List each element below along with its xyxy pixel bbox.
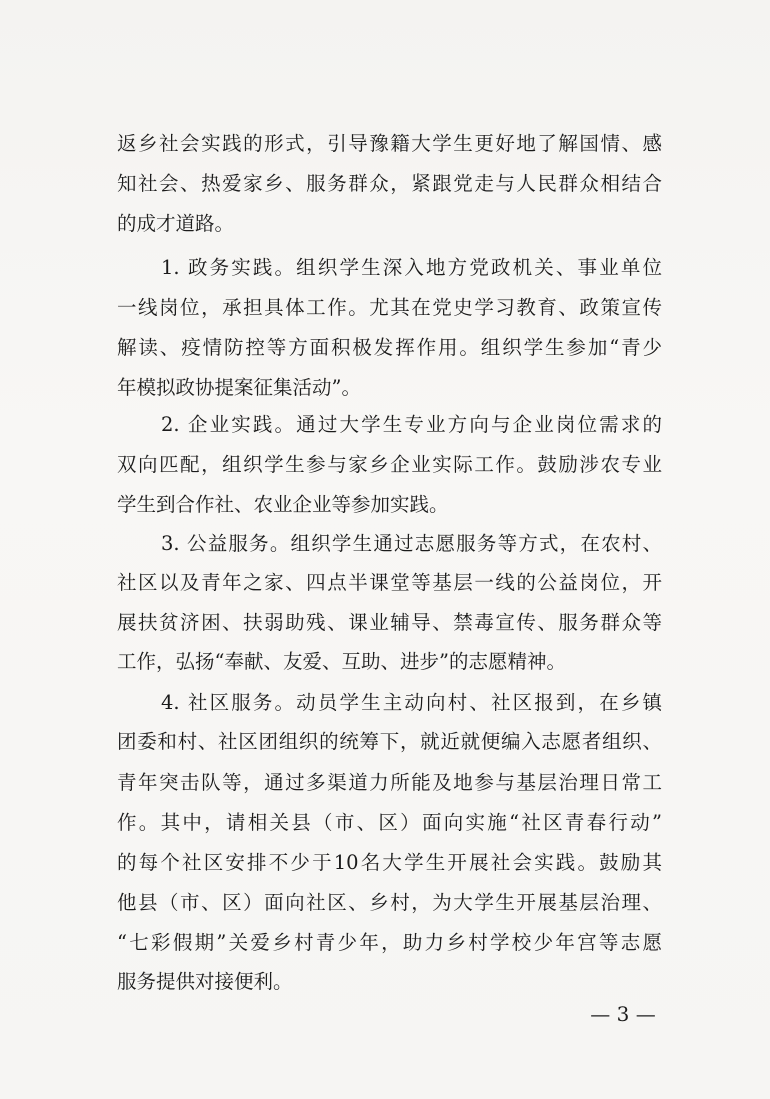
body-text-line: 一线岗位，承担具体工作。尤其在党史学习教育、政策宣传 bbox=[117, 296, 662, 319]
body-text-line: 的成才道路。 bbox=[117, 212, 235, 235]
body-text-line: 工作，弘扬“奉献、友爱、互助、进步”的志愿精神。 bbox=[117, 650, 566, 673]
body-text-line: 青年突击队等，通过多渠道力所能及地参与基层治理日常工 bbox=[117, 771, 662, 794]
body-text-line: “七彩假期”关爱乡村青少年，助力乡村学校少年宫等志愿 bbox=[117, 931, 662, 954]
body-text-line: 社区以及青年之家、四点半课堂等基层一线的公益岗位，开 bbox=[117, 571, 662, 594]
body-text-line: 年模拟政协提案征集活动”。 bbox=[117, 376, 361, 399]
page-number: — 3 — bbox=[590, 1002, 656, 1026]
body-text-line: 的每个社区安排不少于10名大学生开展社会实践。鼓励其 bbox=[117, 851, 662, 874]
body-text-line: 服务提供对接便利。 bbox=[117, 970, 293, 993]
body-text-line: 返乡社会实践的形式，引导豫籍大学生更好地了解国情、感 bbox=[117, 132, 662, 155]
body-text-line: 解读、疫情防控等方面积极发挥作用。组织学生参加“青少 bbox=[117, 336, 662, 359]
body-text-line: 知社会、热爱家乡、服务群众，紧跟党走与人民群众相结合 bbox=[117, 172, 662, 195]
body-text-line: 2. 企业实践。通过大学生专业方向与企业岗位需求的 bbox=[161, 413, 662, 436]
body-text-line: 1. 政务实践。组织学生深入地方党政机关、事业单位 bbox=[161, 256, 662, 279]
body-text-line: 团委和村、社区团组织的统筹下，就近就便编入志愿者组织、 bbox=[117, 730, 662, 753]
body-text-line: 学生到合作社、农业企业等参加实践。 bbox=[117, 493, 449, 516]
body-text-line: 他县（市、区）面向社区、乡村，为大学生开展基层治理、 bbox=[117, 891, 662, 914]
body-text-line: 展扶贫济困、扶弱助残、课业辅导、禁毒宣传、服务群众等 bbox=[117, 611, 662, 634]
body-text-line: 作。其中，请相关县（市、区）面向实施“社区青春行动” bbox=[117, 811, 662, 834]
body-text-line: 3. 公益服务。组织学生通过志愿服务等方式，在农村、 bbox=[161, 532, 662, 555]
body-text-line: 4. 社区服务。动员学生主动向村、社区报到，在乡镇 bbox=[161, 691, 662, 714]
body-text-line: 双向匹配，组织学生参与家乡企业实际工作。鼓励涉农专业 bbox=[117, 453, 662, 476]
